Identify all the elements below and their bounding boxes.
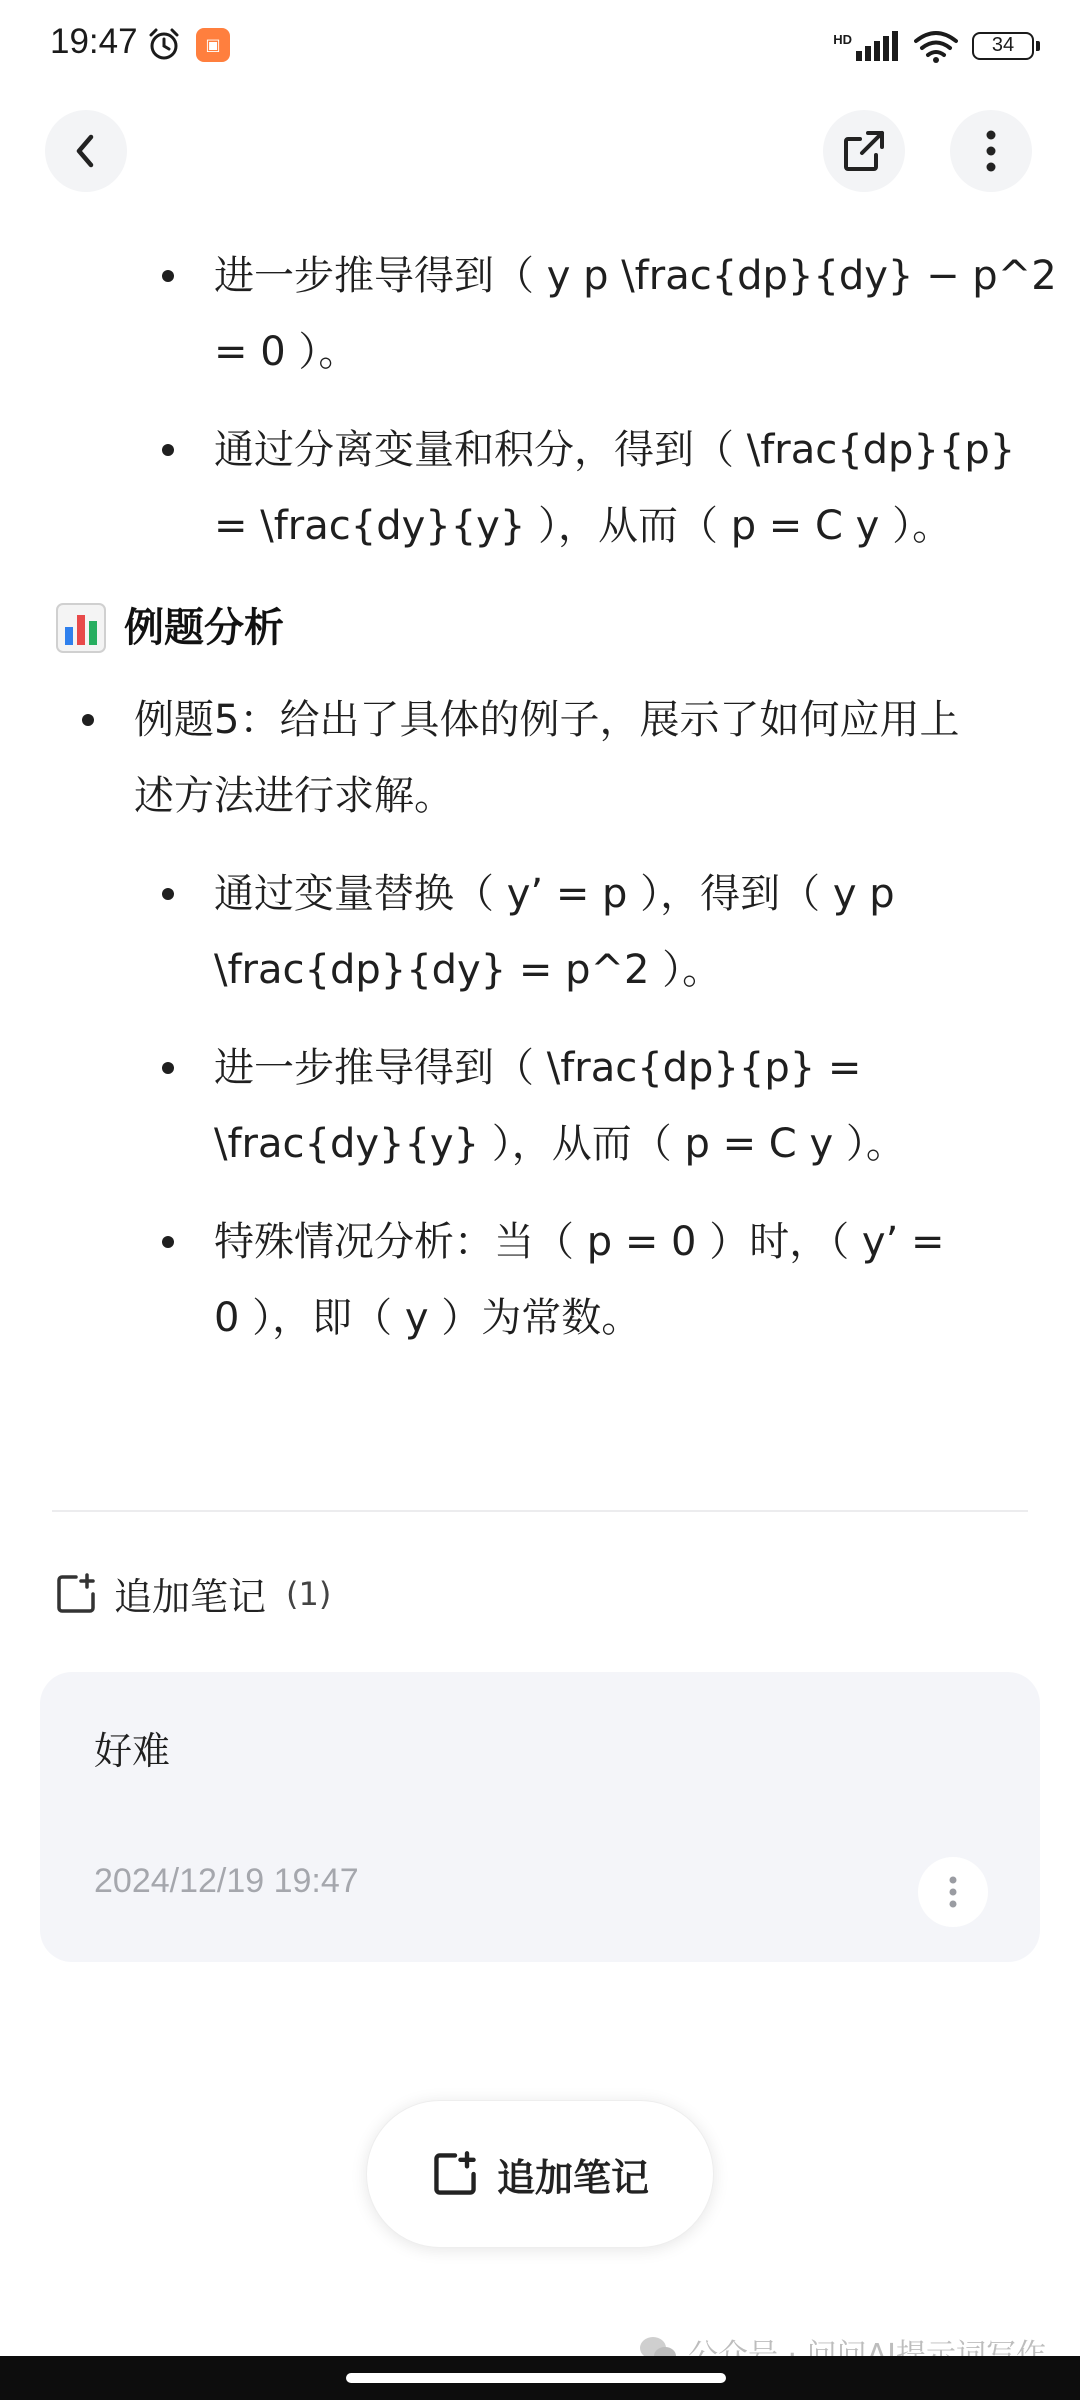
- note-more-button[interactable]: [918, 1857, 988, 1927]
- list-item-text: = \frac{dy}{y} ），从而（ p = C y ）。: [214, 503, 953, 549]
- add-note-icon: [431, 2150, 479, 2198]
- list-item-text: 进一步推导得到（ y p \frac{dp}{dy} − p^2: [214, 253, 1057, 299]
- status-time: 19:47: [50, 22, 138, 61]
- list-item-text: 述方法进行求解。: [134, 773, 454, 819]
- share-button[interactable]: [823, 110, 905, 192]
- list-item-text: 0 ），即（ y ）为常数。: [214, 1295, 642, 1341]
- battery-level: 34: [991, 34, 1015, 56]
- add-note-icon: [54, 1572, 98, 1616]
- app-notification-icon: ▣: [196, 28, 230, 62]
- status-indicators: [833, 26, 1034, 66]
- bullet-dot: [162, 1062, 174, 1074]
- more-vertical-icon: [948, 1875, 958, 1909]
- wifi-icon: [914, 29, 958, 63]
- bullet-dot: [162, 270, 174, 282]
- list-item-text: \frac{dp}{dy} = p^2 ）。: [214, 947, 723, 993]
- notes-header[interactable]: [54, 1566, 331, 1621]
- notes-header-label: 追加笔记: [114, 1575, 267, 1619]
- list-item-text: 特殊情况分析：当（ p = 0 ）时，（ y’ =: [214, 1219, 945, 1265]
- bullet-dot: [162, 444, 174, 456]
- signal-icon: [856, 31, 900, 61]
- share-external-icon: [842, 129, 886, 173]
- list-item-text: \frac{dy}{y} ），从而（ p = C y ）。: [214, 1121, 906, 1167]
- list-item-text: 进一步推导得到（ \frac{dp}{p} =: [214, 1045, 862, 1091]
- alarm-icon: [146, 26, 182, 62]
- section-heading: [56, 590, 284, 666]
- battery-indicator: [972, 32, 1034, 60]
- note-date: 2024/12/19 19:47: [94, 1862, 359, 1900]
- home-indicator[interactable]: [346, 2373, 726, 2383]
- list-item-text: 例题5：给出了具体的例子，展示了如何应用上: [134, 697, 960, 743]
- bar-chart-icon: [56, 603, 106, 653]
- chevron-left-icon: [71, 133, 101, 169]
- back-button[interactable]: [45, 110, 127, 192]
- list-item-text: 通过分离变量和积分，得到（ \frac{dp}{p}: [214, 427, 1016, 473]
- bullet-dot: [162, 888, 174, 900]
- list-item-text: = 0 ）。: [214, 329, 359, 375]
- list-item-text: 通过变量替换（ y’ = p ），得到（ y p: [214, 871, 895, 917]
- bullet-dot: [162, 1236, 174, 1248]
- note-card[interactable]: [40, 1672, 1040, 1962]
- add-note-button-label: 追加笔记: [496, 2155, 649, 2200]
- add-note-button[interactable]: [366, 2100, 714, 2248]
- network-type: HD: [833, 31, 852, 47]
- more-options-button[interactable]: [950, 110, 1032, 192]
- status-bar: [0, 0, 1080, 92]
- notes-count: (1): [286, 1574, 332, 1613]
- divider: [52, 1510, 1028, 1512]
- section-title: 例题分析: [124, 605, 284, 651]
- note-text: 好难: [94, 1729, 171, 1773]
- bullet-dot: [82, 714, 94, 726]
- more-vertical-icon: [985, 129, 997, 173]
